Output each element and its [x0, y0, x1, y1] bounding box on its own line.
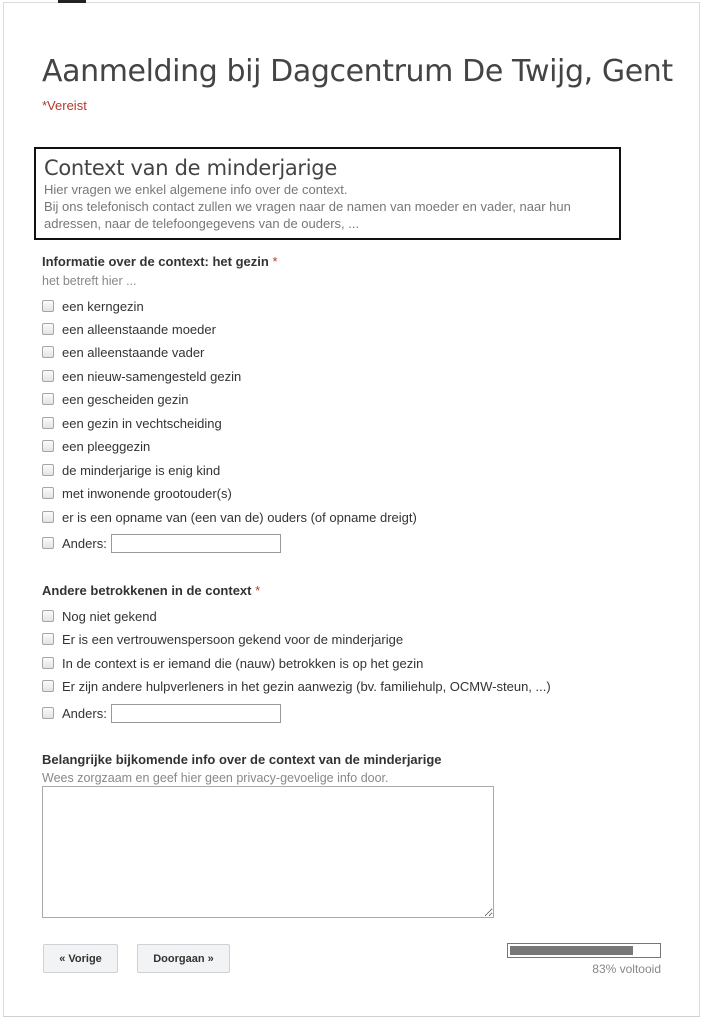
- checkbox[interactable]: [42, 346, 54, 358]
- question-title-bijkomende-info: Belangrijke bijkomende info over de context van de minderjarige: [42, 752, 442, 767]
- checkbox[interactable]: [42, 417, 54, 429]
- continue-button[interactable]: Doorgaan »: [137, 944, 230, 973]
- checkbox-label: de minderjarige is enig kind: [62, 462, 221, 478]
- checkbox-option-opname[interactable]: [42, 508, 417, 526]
- question-title-text: Informatie over de context: het gezin: [42, 254, 269, 269]
- checkbox-option-anders-2: [42, 704, 281, 722]
- checkbox[interactable]: [42, 393, 54, 405]
- section-description-line2: Bij ons telefonisch contact zullen we vragen naar de namen van moeder en vader, naar hun adressen, naar de telefoongegevens van de ouders, ...: [44, 199, 571, 231]
- checkbox-option-nog-niet-gekend[interactable]: [42, 607, 157, 625]
- checkbox-label: Anders:: [62, 535, 107, 551]
- checkbox-label: Er zijn andere hulpverleners in het gezin aanwezig (bv. familiehulp, OCMW-steun, ...): [62, 678, 551, 694]
- checkbox-option-gescheiden[interactable]: [42, 390, 189, 408]
- checkbox-label: er is een opname van (een van de) ouders (of opname dreigt): [62, 509, 417, 525]
- checkbox-option-nieuw-samengesteld[interactable]: [42, 367, 241, 385]
- checkbox[interactable]: [42, 370, 54, 382]
- checkbox[interactable]: [42, 610, 54, 622]
- checkbox-option-alleenstaande-vader[interactable]: [42, 343, 204, 361]
- checkbox-option-pleeggezin[interactable]: [42, 437, 150, 455]
- back-button[interactable]: « Vorige: [43, 944, 118, 973]
- checkbox-label: In de context is er iemand die (nauw) betrokken is op het gezin: [62, 655, 424, 671]
- progress-bar: [507, 943, 661, 958]
- checkbox[interactable]: [42, 511, 54, 523]
- checkbox-option-vertrouwenspersoon[interactable]: [42, 630, 403, 648]
- checkbox[interactable]: [42, 440, 54, 452]
- section-header: [34, 147, 621, 240]
- checkbox[interactable]: [42, 657, 54, 669]
- checkbox-option-alleenstaande-moeder[interactable]: [42, 320, 216, 338]
- anders-text-input[interactable]: [111, 534, 281, 553]
- section-description-line1: Hier vragen we enkel algemene info over de context.: [44, 182, 348, 197]
- checkbox-label: Er is een vertrouwenspersoon gekend voor de minderjarige: [62, 631, 404, 647]
- top-tab-marker: [58, 0, 86, 3]
- checkbox[interactable]: [42, 464, 54, 476]
- checkbox[interactable]: [42, 707, 54, 719]
- checkbox-label: een kerngezin: [62, 298, 144, 314]
- checkbox-option-enig-kind[interactable]: [42, 461, 220, 479]
- required-note: *Vereist: [42, 98, 87, 113]
- section-title: Context van de minderjarige: [44, 156, 337, 180]
- checkbox-option-betrokken-persoon[interactable]: [42, 654, 423, 672]
- checkbox[interactable]: [42, 537, 54, 549]
- checkbox-label: een gescheiden gezin: [62, 391, 189, 407]
- anders-text-input-2[interactable]: [111, 704, 281, 723]
- checkbox-label: met inwonende grootouder(s): [62, 485, 232, 501]
- checkbox[interactable]: [42, 300, 54, 312]
- question-title-betrokkenen: [42, 583, 260, 598]
- checkbox[interactable]: [42, 323, 54, 335]
- checkbox[interactable]: [42, 487, 54, 499]
- question-title-gezin: [42, 254, 278, 269]
- checkbox-label: een alleenstaande vader: [62, 344, 205, 360]
- required-mark: *: [272, 254, 278, 269]
- checkbox-option-grootouders[interactable]: [42, 484, 232, 502]
- question-help-gezin: het betreft hier ...: [42, 274, 137, 288]
- progress-label: 83% voltooid: [592, 962, 661, 976]
- progress-bar-fill: [510, 946, 633, 955]
- question-title-text: Andere betrokkenen in de context: [42, 583, 252, 598]
- checkbox-option-anders: [42, 534, 281, 552]
- checkbox[interactable]: [42, 680, 54, 692]
- checkbox-option-kerngezin[interactable]: [42, 297, 144, 315]
- checkbox-label: een gezin in vechtscheiding: [62, 415, 222, 431]
- checkbox-label: Anders:: [62, 705, 107, 721]
- question-help-bijkomende-info: Wees zorgzaam en geef hier geen privacy-gevoelige info door.: [42, 771, 389, 785]
- checkbox-option-vechtscheiding[interactable]: [42, 414, 222, 432]
- bijkomende-info-textarea[interactable]: [42, 786, 494, 918]
- checkbox-label: Nog niet gekend: [62, 608, 157, 624]
- required-mark: *: [255, 583, 261, 598]
- checkbox-option-hulpverleners[interactable]: [42, 677, 551, 695]
- checkbox-label: een pleeggezin: [62, 438, 151, 454]
- checkbox[interactable]: [42, 633, 54, 645]
- checkbox-label: een alleenstaande moeder: [62, 321, 216, 337]
- form-title: Aanmelding bij Dagcentrum De Twijg, Gent: [42, 54, 673, 89]
- checkbox-label: een nieuw-samengesteld gezin: [62, 368, 242, 384]
